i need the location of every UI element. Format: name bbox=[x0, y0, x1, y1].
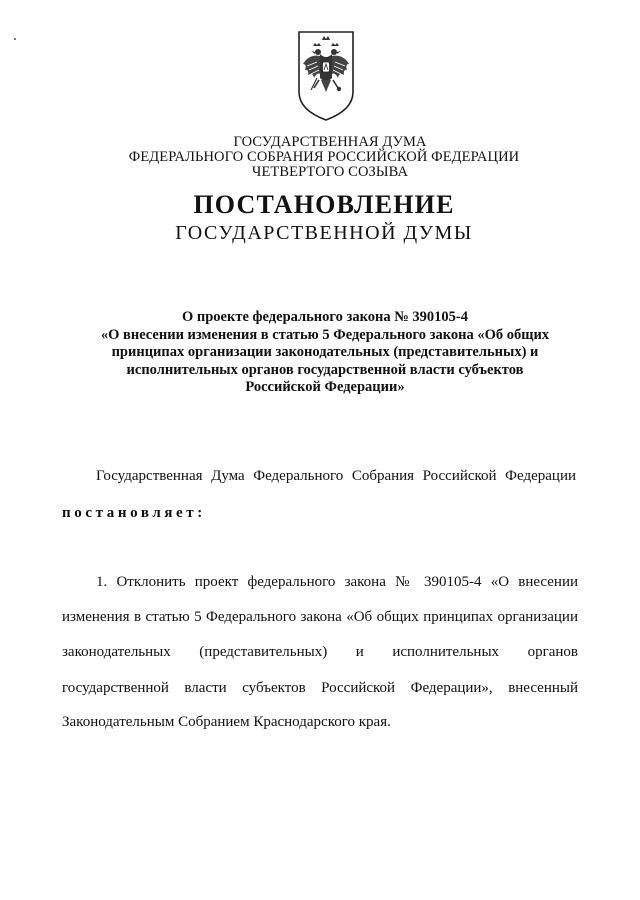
org-name-line-2: ФЕДЕРАЛЬНОГО СОБРАНИЯ РОССИЙСКОЙ ФЕДЕРАЦИИ bbox=[128, 149, 520, 165]
item-1-line: изменения в статью 5 Федерального закона «Об общих принципах организации bbox=[62, 609, 578, 625]
item-1-line: Законодательным Собранием Краснодарского края. bbox=[62, 714, 391, 730]
margin-mark bbox=[14, 38, 16, 40]
preamble-paragraph: Государственная Дума Федерального Собрания Российской Федерации bbox=[96, 468, 576, 484]
russian-coat-of-arms-icon bbox=[297, 30, 355, 122]
document-subject bbox=[70, 309, 580, 397]
resolves-keyword: постановляет: bbox=[62, 505, 206, 521]
item-1-line: 1. Отклонить проект федерального закона № 390105-4 «О внесении bbox=[96, 574, 578, 590]
subject-line: принципах организации законодательных (представительных) и bbox=[111, 344, 539, 360]
org-convocation: ЧЕТВЕРТОГО СОЗЫВА bbox=[251, 164, 409, 180]
org-name-line-1: ГОСУДАРСТВЕННАЯ ДУМА bbox=[233, 134, 427, 150]
document-issuer: ГОСУДАРСТВЕННОЙ ДУМЫ bbox=[175, 222, 473, 244]
subject-line: Российской Федерации» bbox=[245, 379, 405, 395]
item-1-line: государственной власти субъектов Российской Федерации», внесенный bbox=[62, 680, 578, 696]
subject-line: «О внесении изменения в статью 5 Федерального закона «Об общих bbox=[100, 326, 550, 343]
subject-line: О проекте федерального закона № 390105-4 bbox=[181, 309, 469, 325]
item-1-line: законодательных (представительных) и исполнительных органов bbox=[62, 644, 578, 660]
document-type-title: ПОСТАНОВЛЕНИЕ bbox=[193, 190, 455, 219]
subject-line: исполнительных органов государственной власти субъектов bbox=[126, 361, 524, 378]
